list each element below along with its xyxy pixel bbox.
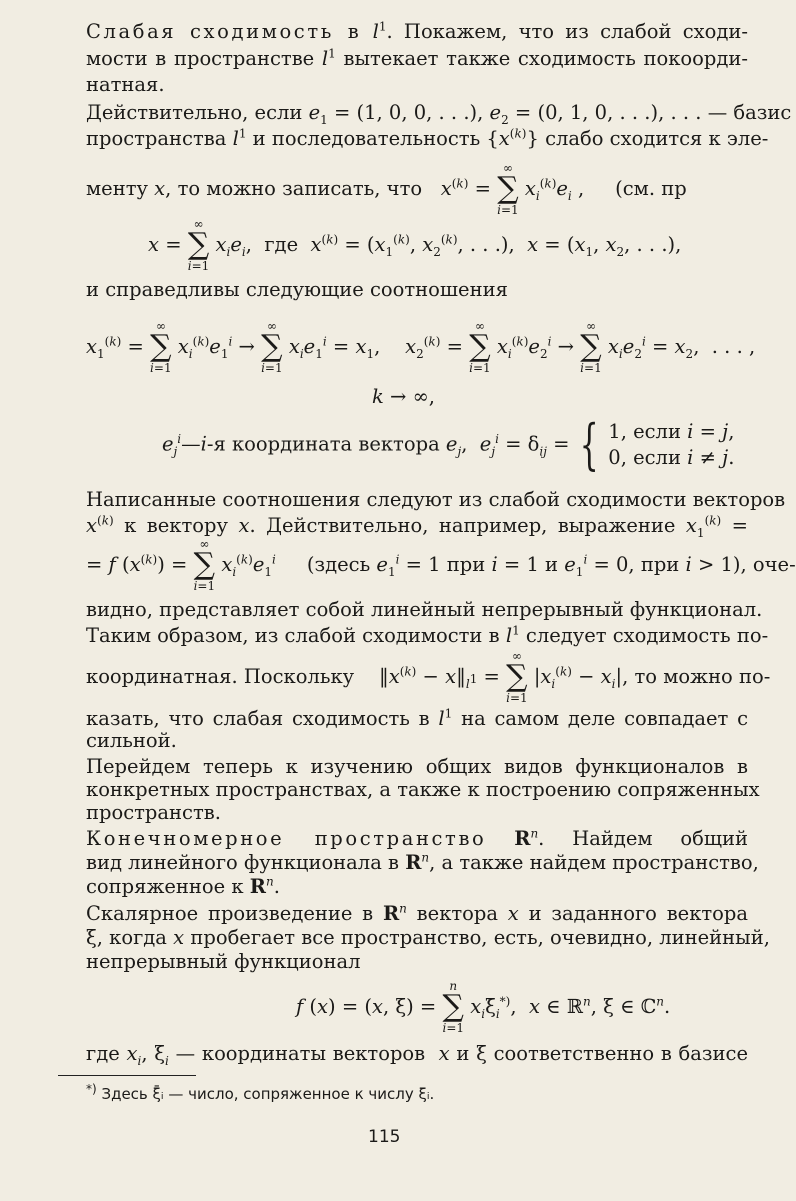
formula-1: x = ∞ ∑ i=1 $x_ie_i$, где $x^{(k)} = (x_1^{(k)}$, $x_2^{(k)}$, . . .), $x = (x_1$, $x_2$, . . .), bbox=[148, 217, 682, 273]
footnote: *) Здесь ξ̄ᵢ — число, сопряженное к числу ξᵢ. bbox=[86, 1082, 435, 1103]
formula-2: $x_1^{(k)}$ = ∞ ∑ i=1 $x_i^{(k)}e_1^i$ → ∞ ∑ i=1 $x_ie_1^i = x_1$, $x_2^{(k)}$ = ∞ ∑ i=1 $x_i^{(k)}e_2^i$ → ∞ ∑ i=1 $x_ie_2^i = x_2$, . . . , bbox=[86, 319, 756, 375]
text-line-3: натная. bbox=[86, 73, 165, 96]
footnote-rule bbox=[58, 1075, 196, 1076]
text-line-1: Слабая сходимость в $l^1$. Покажем, что из слабой сходи- bbox=[86, 19, 749, 43]
text-line-5: пространства $l^1$ и последовательность $\{x^{(k)}\}$ слабо сходится к эле- bbox=[86, 126, 769, 150]
text-line-16: Перейдем теперь к изучению общих видов функционалов в bbox=[86, 755, 748, 778]
text-line-7: и справедливы следующие соотношения bbox=[86, 278, 508, 301]
text-line-17: конкретных пространствах, а также к построению сопряженных bbox=[86, 778, 760, 801]
page-number: 115 bbox=[368, 1127, 401, 1147]
text-line-22: Скалярное произведение в $R^n$ вектора x и заданного вектора bbox=[86, 901, 749, 925]
text-line-2: мости в пространстве $l^1$ вытекает также сходимость покоорди- bbox=[86, 46, 748, 70]
text-line-10: = f $(x^{(k)})$ = ∞ ∑ i=1 $x_i^{(k)}e_1^i$ (здесь $e_1^i = 1$ при i = 1 и $e_1^i = 0$, при i > 1), оче- bbox=[86, 537, 796, 593]
text-line-23: ξ, когда x пробегает все пространство, есть, очевидно, линейный, bbox=[86, 926, 770, 949]
formula-2-limit: k → ∞, bbox=[372, 385, 436, 408]
text-line-18: пространств. bbox=[86, 801, 221, 824]
text-line-9: $x^{(k)}$ к вектору x. Действительно, например, выражение $x_1^{(k)}$ = bbox=[86, 513, 749, 540]
formula-3: $e_j^i—i-я$ координата вектора $e_j$, $e_j^i = \delta_{ij}$ = { 1, если i = j, 0, если i ≠ j. bbox=[162, 413, 735, 476]
text-line-20: вид линейного функционала в $R^n$, а также найдем пространство, bbox=[86, 850, 759, 874]
formula-4: f (x) = (x, ξ) = n ∑ i=1 $x_i\xī_i^{*)}$, x ∈ ℝ$^n$, ξ ∈ ℂ$^n$. bbox=[296, 979, 671, 1035]
text-line-24: непрерывный функционал bbox=[86, 950, 361, 973]
text-line-19: Конечномерное пространство $R^n$. Найдем общий bbox=[86, 826, 748, 850]
text-line-14: казать, что слабая сходимость в $l^1$ на самом деле совпадает с bbox=[86, 706, 749, 730]
text-line-25: где $x_i$, $\xi_i$ — координаты векторов x и ξ соответственно в базисе bbox=[86, 1042, 749, 1068]
text-line-15: сильной. bbox=[86, 729, 177, 752]
text-line-11: видно, представляет собой линейный непрерывный функционал. bbox=[86, 598, 763, 621]
text-line-21: сопряженное к $R^n$. bbox=[86, 874, 280, 898]
text-line-8: Написанные соотношения следуют из слабой сходимости векторов bbox=[86, 488, 786, 511]
text-line-6: менту x, то можно записать, что $x^{(k)}$ = ∞ ∑ i=1 $x_i^{(k)}e_i$ , (см. пр bbox=[86, 161, 687, 217]
text-line-12: Таким образом, из слабой сходимости в $l^1$ следует сходимость по- bbox=[86, 623, 769, 647]
text-line-4: Действительно, если $e_1 = (1$, 0, 0, . . .), $e_2 = (0$, 1, 0, . . .), . . . — базис bbox=[86, 101, 792, 127]
text-line-13: координатная. Поскольку $‖x^{(k)}$ − $x‖_{l^1}$ = ∞ ∑ i=1 $|x_i^{(k)} - x_i|$, то можно по- bbox=[86, 649, 771, 705]
